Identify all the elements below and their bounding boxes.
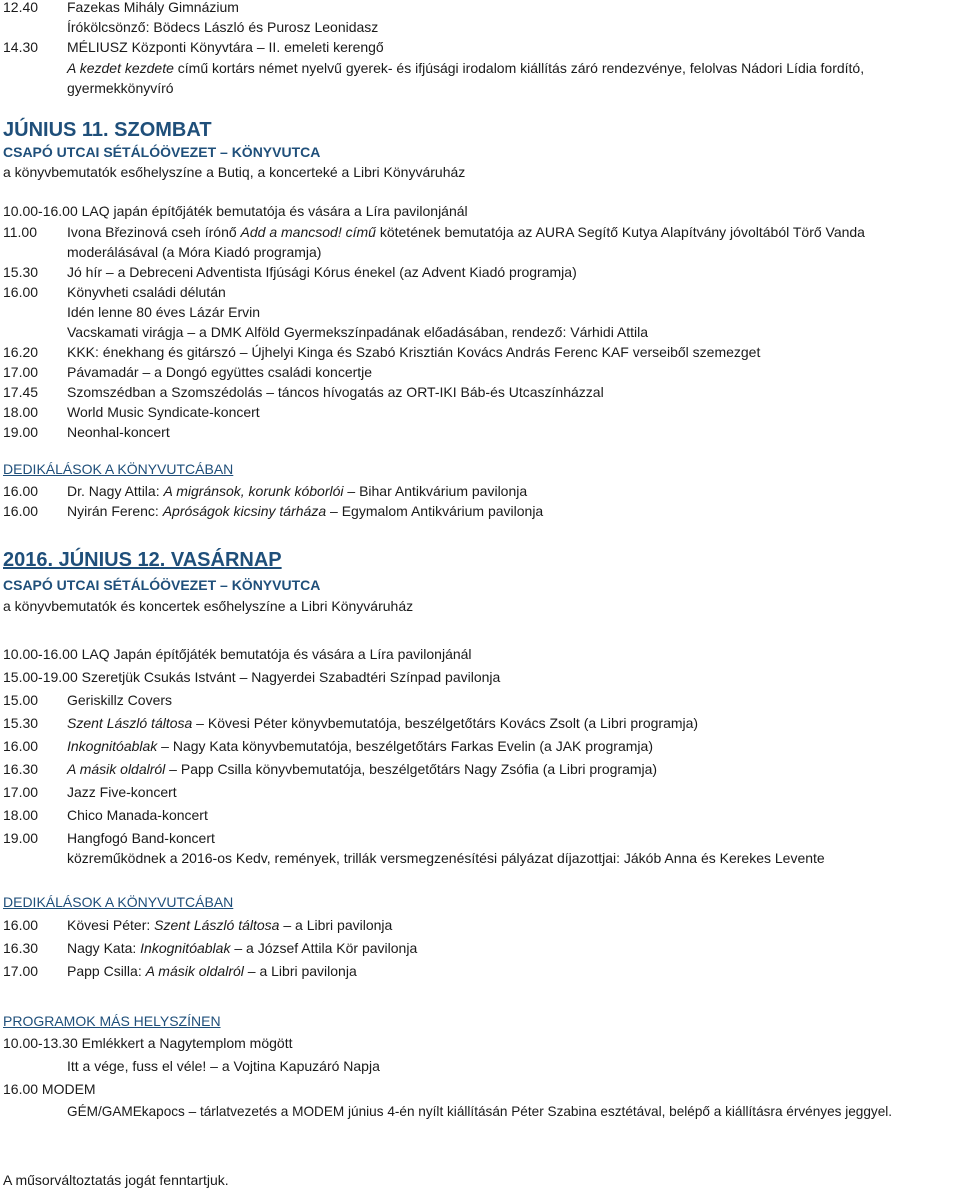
event-row [3, 223, 67, 241]
event-time: 14.30 [3, 39, 39, 55]
signing-row [3, 502, 543, 520]
location: – Bihar Antikvárium pavilonja [343, 483, 528, 499]
event-row [3, 38, 384, 56]
venue-heading: CSAPÓ UTCAI SÉTÁLÓÖVEZET – KÖNYVUTCA [3, 144, 321, 160]
event-time: 15.00 [3, 692, 39, 708]
book-title: A másik oldalról [145, 963, 244, 979]
event-time: 16.30 [3, 940, 39, 956]
event-row [3, 691, 172, 709]
event-row: 10.00-16.00 LAQ Japán építőjáték bemutatója és vására a Líra pavilonjánál [3, 646, 472, 662]
other-venues-heading: PROGRAMOK MÁS HELYSZÍNEN [3, 1013, 221, 1029]
location: – Egymalom Antikvárium pavilonja [326, 503, 544, 519]
rain-venue-note: a könyvbemutatók esőhelyszíne a Butiq, a koncerteké a Libri Könyváruház [3, 164, 466, 180]
event-time: 19.00 [3, 830, 39, 846]
event-text: KKK: énekhang és gitárszó – Újhelyi Kinga és Szabó Krisztián Kovács András Ferenc KAF verseiből szemezget [67, 344, 761, 360]
event-row [3, 363, 372, 381]
event-text: World Music Syndicate-koncert [67, 404, 260, 420]
event-row [3, 263, 577, 281]
event-time: 16.00 [3, 738, 39, 754]
event-row [3, 806, 208, 824]
event-time: 15.30 [3, 264, 39, 280]
signing-row [3, 482, 527, 500]
event-text: Pávamadár – a Dongó együttes családi koncertje [67, 364, 373, 380]
event-row: 10.00-13.30 Emlékkert a Nagytemplom mögött [3, 1035, 293, 1051]
event-time: 16.00 [3, 503, 39, 519]
event-text: Könyvheti családi délután [67, 284, 226, 300]
signing-row [3, 939, 417, 957]
event-time: 19.00 [3, 424, 39, 440]
event-time: 15.30 [3, 715, 39, 731]
event-time: 16.00 [3, 917, 39, 933]
event-row [3, 0, 239, 16]
event-time: 17.00 [3, 963, 39, 979]
event-row [3, 737, 653, 755]
event-time: 17.00 [3, 364, 39, 380]
location: – a Libri pavilonja [243, 963, 357, 979]
event-text: – Nagy Kata könyvbemutatója, beszélgetőtárs Farkas Evelin (a JAK programja) [157, 738, 653, 754]
event-time: 16.00 [3, 284, 39, 300]
book-title: A másik oldalról [67, 761, 166, 777]
book-title: Add a mancsod! című [240, 224, 376, 240]
book-title: Inkognitóablak [140, 940, 231, 956]
event-time: 16.30 [3, 761, 39, 777]
book-title: Szent László táltosa [154, 917, 280, 933]
event-row [3, 343, 760, 361]
rain-venue-note: a könyvbemutatók és koncertek esőhelyszíne a Libri Könyváruház [3, 598, 414, 614]
event-row [3, 760, 657, 778]
book-title: Apróságok kicsiny tárháza [162, 503, 327, 519]
event-text-part: kötetének bemutatója az AURA Segítő Kutya Alapítvány jóvoltából Törő Vanda moderálásával (a Móra Kiadó programja) [67, 224, 865, 260]
event-row [3, 383, 604, 401]
event-text [67, 222, 957, 262]
event-time: 16.00 [3, 483, 39, 499]
event-text: Jazz Five-koncert [67, 784, 177, 800]
event-text-part: Ivona Březinová cseh írónő [67, 224, 241, 240]
book-title: Szent László táltosa [67, 715, 193, 731]
signing-row [3, 916, 392, 934]
event-detail-text: című kortárs német nyelvű gyerek- és ifjúsági irodalom kiállítás záró rendezvénye, felolvas Nádori Lídia fordító, gyermekkönyvíró [67, 60, 865, 96]
event-time: 17.45 [3, 384, 39, 400]
event-text: Geriskillz Covers [67, 692, 173, 708]
event-row [3, 283, 226, 301]
book-title: Inkognitóablak [67, 738, 158, 754]
author: Dr. Nagy Attila: [67, 483, 164, 499]
event-detail [67, 58, 957, 98]
day-heading: 2016. JÚNIUS 12. VASÁRNAP [3, 549, 282, 571]
event-time: 18.00 [3, 404, 39, 420]
event-detail: Itt a vége, fuss el véle! – a Vojtina Kapuzáró Napja [67, 1058, 380, 1074]
event-text: Jó hír – a Debreceni Adventista Ifjúsági Kórus énekel (az Advent Kiadó programja) [67, 264, 577, 280]
footer-note: A műsorváltoztatás jogát fenntartjuk. [3, 1172, 229, 1188]
event-time: 11.00 [3, 224, 37, 240]
signings-heading: DEDIKÁLÁSOK A KÖNYVUTCÁBAN [3, 894, 234, 910]
event-row [3, 714, 698, 732]
signings-heading: DEDIKÁLÁSOK A KÖNYVUTCÁBAN [3, 461, 234, 477]
event-row [3, 403, 260, 421]
event-text: Szomszédban a Szomszédolás – táncos hívogatás az ORT-IKI Báb-és Utcaszínházzal [67, 384, 604, 400]
book-title: A migránsok, korunk kóborlói [163, 483, 344, 499]
event-time: 12.40 [3, 0, 39, 15]
event-time: 18.00 [3, 807, 39, 823]
author: Papp Csilla: [67, 963, 146, 979]
event-detail: GÉM/GAMEkapocs – tárlatvezetés a MODEM június 4-én nyílt kiállításán Péter Szabina esztétával, belépő a kiállításra érvényes jeggyel. [67, 1104, 893, 1119]
author: Nyirán Ferenc: [67, 503, 163, 519]
event-detail: közreműködnek a 2016-os Kedv, remények, trillák versmegzenésítési pályázat díjazottjai: Jákób Anna és Kerekes Levente [67, 850, 825, 866]
event-text: MÉLIUSZ Központi Könyvtára – II. emeleti kerengő [67, 39, 384, 55]
event-row [3, 423, 170, 441]
venue-heading: CSAPÓ UTCAI SÉTÁLÓÖVEZET – KÖNYVUTCA [3, 577, 321, 593]
event-text: Hangfogó Band-koncert [67, 830, 215, 846]
book-title: A kezdet kezdete [67, 60, 174, 76]
event-row: 10.00-16.00 LAQ japán építőjáték bemutatója és vására a Líra pavilonjánál [3, 203, 468, 219]
location: – a József Attila Kör pavilonja [230, 940, 418, 956]
event-time: 17.00 [3, 784, 39, 800]
event-row: 15.00-19.00 Szeretjük Csukás Istvánt – Nagyerdei Szabadtéri Színpad pavilonja [3, 669, 501, 685]
event-time: 16.20 [3, 344, 39, 360]
event-text: – Kövesi Péter könyvbemutatója, beszélgetőtárs Kovács Zsolt (a Libri programja) [192, 715, 699, 731]
signing-row [3, 962, 357, 980]
event-row: 16.00 MODEM [3, 1081, 96, 1097]
event-row [3, 783, 177, 801]
event-text: Neonhal-koncert [67, 424, 170, 440]
event-detail: Idén lenne 80 éves Lázár Ervin [67, 304, 261, 320]
day-heading: JÚNIUS 11. SZOMBAT [3, 119, 212, 141]
event-detail: Írókölcsönző: Bödecs László és Purosz Leonidasz [67, 19, 379, 35]
location: – a Libri pavilonja [279, 917, 393, 933]
event-text: Chico Manada-koncert [67, 807, 208, 823]
author: Kövesi Péter: [67, 917, 155, 933]
event-detail: Vacskamati virágja – a DMK Alföld Gyermekszínpadának előadásában, rendező: Várhidi Attila [67, 324, 649, 340]
event-row [3, 829, 215, 847]
author: Nagy Kata: [67, 940, 141, 956]
event-text: – Papp Csilla könyvbemutatója, beszélgetőtárs Nagy Zsófia (a Libri programja) [165, 761, 658, 777]
event-text: Fazekas Mihály Gimnázium [67, 0, 239, 15]
